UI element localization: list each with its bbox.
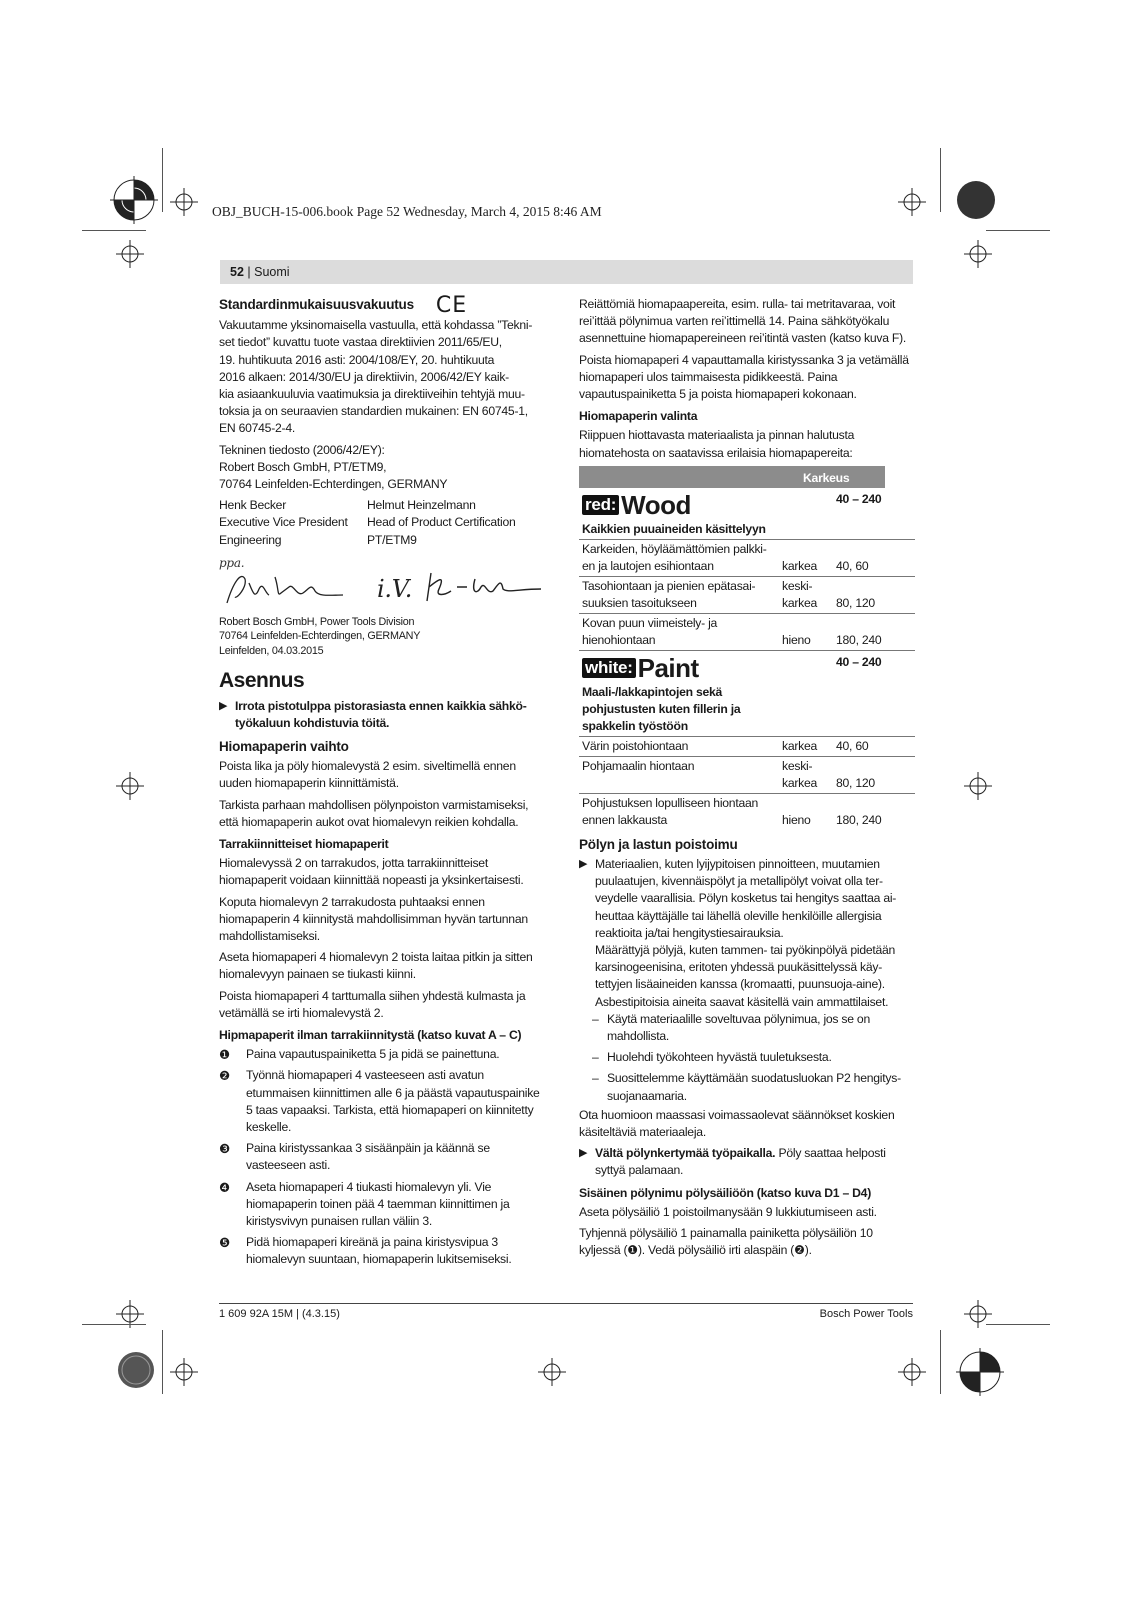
svg-text:ppa.: ppa. [219,555,245,570]
crop-line [162,1330,163,1394]
velcro-p3: Aseta hiomapaperi 4 hiomalevyn 2 toista laitaa pitkin ja sitten hiomalevyyn painaen se tiukasti kiinni. [219,950,533,982]
crosshair-mark [116,240,144,273]
crosshair-mark [170,188,198,221]
declaration-body: Vakuutamme yksinomaisella vastuulla, että kohdassa ”Tekni- set tiedot” kuvattu tuote vastaa direktiivien 2011/65/EU, 19. huhtikuuta 2016 asti: 2004/108/EY, 20. huhtikuuta 2016 alkaen: 2014/30/EU ja direktiivin, 2006/42/EY kaik- kia asiaankuuluvia vaatimuksia ja direktiiveihin tehtyjä muu- toksia ja on seuraavien standardien mukainen: EN 60745-1, EN 60745-2-4. [219,318,533,436]
removal-paragraph: Poista hiomapaperi 4 vapauttamalla kiristyssanka 3 ja vetämällä hiomapaperi ulos taimmaisesta pidikkeestä. Paina vapautuspainiketta 5 ja poista hiomapaperi kokonaan. [579,352,909,402]
footer-rule [219,1303,913,1304]
velcro-heading: Tarrakiinnitteiset hiomapaperit [219,836,389,851]
registration-mark-bottom-left [116,1350,156,1395]
sanding-change-heading: Hiomapaperin vaihto [219,738,349,754]
crosshair-mark [116,1300,144,1333]
dust-heading: Pölyn ja lastun poistoimu [579,836,738,852]
internal-dust-p1: Aseta pölysäiliö 1 poistoilmanysään 9 lukkiutumiseen asti. [579,1204,877,1219]
print-header: OBJ_BUCH-15-006.book Page 52 Wednesday, March 4, 2015 8:46 AM [212,204,602,219]
crop-line [82,1324,146,1325]
signatories [219,497,549,549]
crosshair-mark [898,1358,926,1391]
arrow-bullet-icon: ▶ [219,699,228,712]
crosshair-mark [116,772,144,805]
sanding-change-p2: Tarkista parhaan mahdollisen pölynpoiston varmistamiseksi, että hiomapaperin aukot ovat hiomalevyn reikien kohdalla. [219,797,529,829]
crosshair-mark [964,772,992,805]
signer-heinzelmann: Helmut Heinzelmann Head of Product Certification PT/ETM9 [367,498,516,547]
registration-mark-top-right [956,180,996,225]
white-paint-logo: white: Paint [582,655,699,681]
table-row: Pohjamaalin hiontaan keski- karkea 80, 120 [579,756,915,793]
crosshair-mark [898,188,926,221]
crop-line [940,148,941,212]
left-column [219,293,549,1273]
perforation-paragraph: Reiättömiä hiomapaapereita, esim. rulla- tai metritavaraa, voit rei’ittää pölynimua varten rei’ittimellä 14. Paina sähkötyökalu asennettuine hiomapapereineen rei’itintä vasten (katso kuva F). [579,297,907,346]
assembly-heading: Asennus [219,669,305,693]
step-item: ❸ Paina kiristyssankaa 3 sisäänpäin ja käännä se vasteeseen asti. [219,1141,490,1173]
crosshair-mark [964,1300,992,1333]
signatures [219,553,549,615]
category-label-row: Maali-/lakkapintojen sekä pohjustusten kuten fillerin ja spakkelin työstöön [582,684,741,733]
footer-left: 1 609 92A 15M | (4.3.15) [219,1308,340,1320]
paint-logo-row [579,650,915,682]
crop-line [82,230,146,231]
crosshair-mark [538,1358,566,1391]
velcro-p1: Hiomalevyssä 2 on tarrakudos, jotta tarrakiinnitteiset hiomapaperit voidaan kiinnittää nopeasti ja yksinkertaisesti. [219,856,524,888]
dust-bullet: – Suosittelemme käyttämään suodatusluokan P2 hengityssuojanaamaria. [592,1071,902,1103]
step-item: ❶ Paina vapautuspainiketta 5 ja pidä se painettuna. [219,1047,500,1063]
footer-right: Bosch Power Tools [819,1308,913,1320]
velcro-p2: Koputa hiomalevyn 2 tarrakudosta puhtaaksi ennen hiomapaperin 4 kiinnitystä mahdollisimman hyvän tartunnan mahdollistamiseksi. [219,894,528,943]
crop-line [162,148,163,212]
step-item: ❺ Pidä hiomapaperi kireänä ja paina kiristysvipua 3 hiomalevyn suuntaan, hiomapaperin lukitsemiseksi. [219,1235,512,1267]
crosshair-mark [964,240,992,273]
crosshair-mark [170,1358,198,1391]
wood-logo-row [579,488,915,519]
table-row: Värin poistohiontaan karkea 40, 60 [579,736,915,756]
dust-warning-2: ▶ Vältä pölynkertymää työpaikalla. Pöly saattaa helposti syttyä palamaan. [579,1146,886,1178]
crop-line [986,230,1050,231]
grit-range: 40 – 240 [833,650,915,682]
declaration-title: Standardinmukaisuusvakuutus [219,297,414,312]
arrow-bullet-icon: ▶ [579,1147,588,1160]
dust-bullet: – Käytä materiaalille soveltuvaa pölynimua, jos se on mahdollista. [592,1011,870,1044]
step-item: ❷ Työnnä hiomapaperi 4 vasteeseen asti avatun etummaisen kiinnittimen alle 6 ja päästä vapautuspainike 5 taas vapaaksi. Tarkista, että hiomapaperi on kiinnitetty keskelle. [219,1068,540,1135]
grit-range: 40 – 240 [836,491,882,506]
dust-bullet: – Huolehdi työkohteen hyvästä tuuletuksesta. [592,1050,832,1065]
crop-line [940,1330,941,1394]
internal-dust-heading: Sisäinen pölynimu pölysäiliöön (katso kuva D1 – D4) [579,1185,872,1200]
selection-text: Riippuen hiottavasta materiaalista ja pinnan halutusta hiomatehosta on saatavissa erilaisia hiomapapereita: [579,428,855,460]
clamp-heading: Hipmapaperit ilman tarrakiinnitystä (katso kuvat A – C) [219,1028,522,1042]
ce-mark-icon: CE [435,293,468,318]
technical-file: Tekninen tiedosto (2006/42/EY): Robert Bosch GmbH, PT/ETM9, 70764 Leinfelden-Echterdingen, GERMANY [219,442,448,492]
table-header [579,466,915,488]
crop-line [986,1324,1050,1325]
page-header [220,260,913,284]
table-row: Tasohiontaan ja pienien epätasai- suuksien tasoitukseen keski- karkea 80, 120 [579,576,915,613]
category-label-row: Kaikkien puuaineiden käsittelyyn [582,521,766,536]
registration-mark-bottom-right [956,1348,1004,1401]
header-language: Suomi [254,265,290,279]
dust-warning: ▶ Materiaalien, kuten lyijypitoisen pinnoitteen, muutamien puulaatujen, kivennäispölyt ja metallipölyt voivat olla ter- veydelle vaarallisia. Pölyn kosketus tai hengitys saattaa ai- heuttaa käyttäjälle tai lähellä oleville henkilöille allergisia reaktioita ja/tai hengitystiesairauksia. Määrättyjä pölyjä, kuten tammen- tai pyökinpölyä pidetään karsinogeenisina, eritoten yhdessä puukäsittelyssä käy- tettyjen lisäaineiden kanssa (kromaatti, puunsuoja-aine). Asbestipitoisia aineita saavat käsitellä vain ammattilaiset. [579,857,897,1009]
right-column [579,296,915,1264]
arrow-bullet-icon: ▶ [579,858,588,871]
page-number: 52 [230,265,244,279]
step-item: ❹ Aseta hiomapaperi 4 tiukasti hiomalevyn yli. Vie hiomapaperin toinen pää 4 taemman kiinnittimen ja kiristysvivyn punaisen rullan väliin 3. [219,1179,510,1229]
company-address: Robert Bosch GmbH, Power Tools Division 70764 Leinfelden-Echterdingen, GERMANY Leinfelden, 04.03.2015 [219,615,421,657]
declaration-heading [219,293,549,318]
assembly-warning: ▶ Irrota pistotulppa pistorasiasta ennen kaikkia sähkö-työkaluun kohdistuvia töitä. [219,698,527,730]
table-row: Kovan puun viimeistely- ja hienohiontaan hieno 180, 240 [579,613,915,650]
internal-dust-p2: Tyhjennä pölysäiliö 1 painamalla painiketta pölysäiliön 10 kyljessä (❶). Vedä pölysäiliö irti alaspäin (❷). [579,1226,873,1258]
registration-mark-top-left [110,176,158,229]
table-row: Pohjustuksen lopulliseen hiontaan ennen lakkausta hieno 180, 240 [579,793,915,830]
grit-table [579,466,915,830]
sanding-change-p1: Poista lika ja pöly hiomalevystä 2 esim. siveltimellä ennen uuden hiomapaperin kiinnittämistä. [219,759,516,791]
red-wood-logo: red: Wood [582,492,691,518]
handwritten-signatures [219,553,549,615]
velcro-p4: Poista hiomapaperi 4 tarttumalla siihen yhdestä kulmasta ja vetämällä se irti hiomalevystä 2. [219,988,526,1020]
table-row: Karkeiden, höyläämättömien palkki- en ja lautojen esihiontaan karkea 40, 60 [579,539,915,576]
selection-heading: Hiomapaperin valinta [579,409,698,424]
signer-becker: Henk Becker Executive Vice President Engineering [219,498,348,547]
svg-text:i.V.: i.V. [377,574,413,603]
dust-note: Ota huomioon maassasi voimassaolevat säännökset koskien käsiteltäviä materiaaleja. [579,1107,895,1140]
grit-column-header: Karkeus [803,466,885,488]
header-separator: | [247,265,251,279]
